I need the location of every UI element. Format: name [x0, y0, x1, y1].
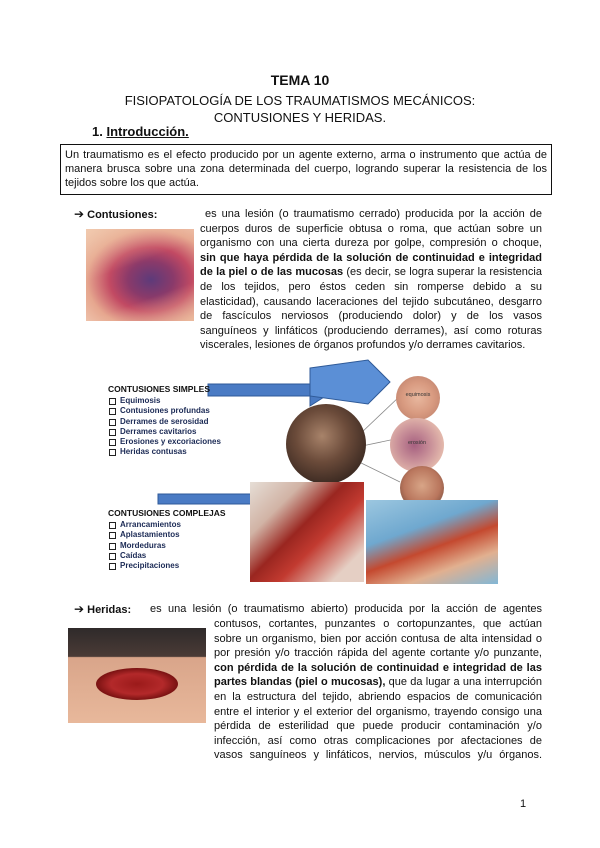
arrow-bullet-icon: ➔ [74, 207, 85, 221]
heridas-paragraph-right: contusos, cortantes, punzantes o cortopunzantes, que actúan sobre un organismo, bien por acción contusa de alta intensidad o por presión y/o tracción rápida del agente cortante y/o punzante, con pérdida de la solución de continuidad e integridad de las partes blandas (piel o mucosas), que da lugar a una interrupción en la estructura del tejido, abriendo espacios de comunicación entre el interior y el exterior del organismo, trayendo consigo una pérdida de esterilidad que puede producir contaminación y/o infección, así como otras complicaciones por afectaciones de vasos sanguíneos y linfáticos, nervios, músculos y/u órganos. [214, 618, 543, 762]
list-item: Derrames cavitarios [108, 427, 248, 437]
simples-heading: CONTUSIONES SIMPLES [108, 384, 211, 394]
page-subtitle [0, 92, 600, 126]
arrow-label-shape-icon [310, 360, 390, 404]
simples-items [108, 396, 248, 457]
circle-label: erosión [407, 440, 427, 446]
equimosis-photo-circle [396, 376, 440, 420]
contusiones-text-bold: sin que haya pérdida de la solución de continuidad e integridad de la piel o de las mucosas [200, 251, 542, 279]
list-item: Contusiones profundas [108, 406, 248, 416]
erosion-photo-circle [390, 418, 444, 472]
complejas-heading: CONTUSIONES COMPLEJAS [108, 508, 226, 518]
heridas-first-line-text: es una lesión (o traumatismo abierto) producida por la acción de agentes [150, 603, 542, 615]
contusiones-simples-list [108, 384, 248, 457]
intro-definition-box [60, 144, 552, 195]
central-photo-circle [286, 404, 366, 484]
contusiones-complejas-list [108, 508, 258, 571]
arrancamiento-photo [250, 482, 364, 582]
contusiones-paragraph [200, 207, 542, 353]
list-item: Mordeduras [108, 541, 258, 551]
aplastamiento-photo [366, 500, 498, 584]
list-item: Aplastamientos [108, 530, 258, 540]
intro-text: Un traumatismo es el efecto producido por un agente externo, arma o instrumento que actúa de manera brusca sobre una zona determinada del cuerpo, logrando superar la resistencia de los tejidos sobre los que actúa. [65, 149, 547, 190]
list-item: Arrancamientos [108, 520, 258, 530]
subtitle-line-2: CONTUSIONES Y HERIDAS. [213, 110, 387, 125]
arrow-bullet-icon: ➔ [74, 602, 85, 616]
circle-label: equimosis [405, 392, 431, 398]
section-title: Introducción. [106, 124, 189, 139]
list-item: Erosiones y excoriaciones [108, 437, 248, 447]
contusion-bruise-photo [86, 229, 194, 321]
contusiones-text-b: (es decir, se logra superar la resistencia de los tejidos, pero éstos ceden sin romperse debido a su elasticidad), causando laceraciones del tejido subcutáneo, desgarro de fascículos nerviosos (produciendo dolor) y de los vasos sanguíneos y linfáticos (produciendo derrames), así como roturas viscerales, lesiones de órganos profundos y/o derrames cavitarios. [200, 266, 542, 352]
contusiones-text-a: es una lesión (o traumatismo cerrado) producida por la acción de cuerpos duros de superficie obtusa o roma, que actúan sobre un organismo con una cierta dureza por golpe, compresión o choque, [200, 208, 542, 250]
list-item: Heridas contusas [108, 447, 248, 457]
wound-photo [68, 628, 206, 723]
page-title: TEMA 10 [270, 72, 330, 88]
subtitle-line-1: FISIOPATOLOGÍA DE LOS TRAUMATISMOS MECÁNICOS: [124, 93, 476, 108]
contusiones-term: Contusiones: [87, 209, 158, 221]
list-item: Equimosis [108, 396, 248, 406]
list-item: Derrames de serosidad [108, 417, 248, 427]
complejas-items [108, 520, 258, 571]
page-number: 1 [520, 798, 527, 810]
section-number: 1. [92, 124, 103, 139]
heridas-term: Heridas: [87, 604, 132, 616]
list-item: Precipitaciones [108, 561, 258, 571]
section-heading [92, 124, 189, 139]
contusiones-diagram [100, 356, 540, 586]
list-item: Caídas [108, 551, 258, 561]
